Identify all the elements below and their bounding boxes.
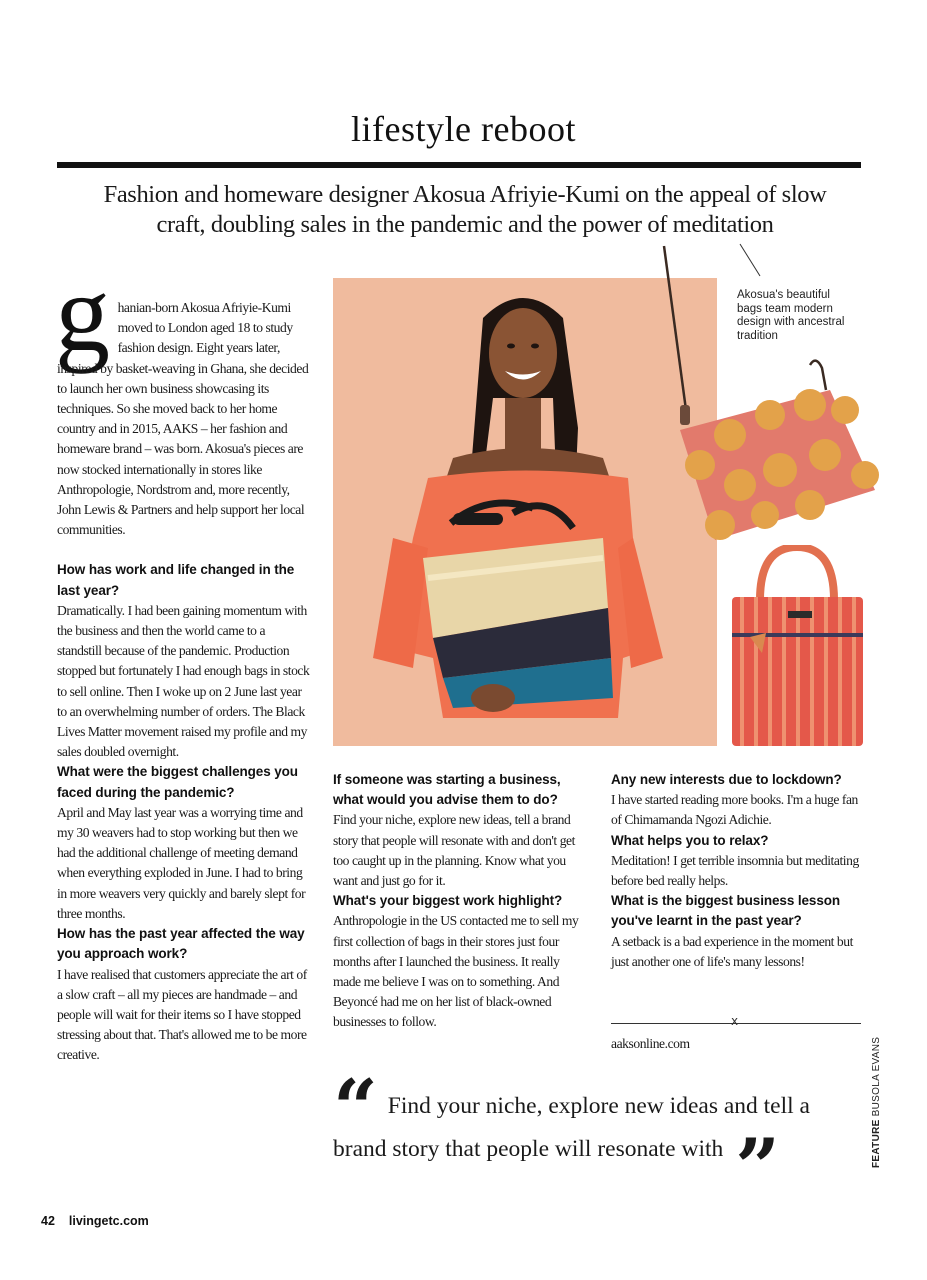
- question: What were the biggest challenges you faced during the pandemic?: [57, 764, 298, 800]
- photo-caption: Akosua's beautiful bags team modern design with ancestral tradition: [737, 289, 845, 342]
- qa-block: [611, 831, 863, 892]
- section-title: lifestyle reboot: [351, 109, 576, 149]
- qa-block: [611, 770, 863, 831]
- page-footer: [41, 1214, 149, 1228]
- website-link[interactable]: aaksonline.com: [611, 1036, 690, 1051]
- question: How has work and life changed in the last year?: [57, 562, 295, 598]
- close-quote-icon: ”: [735, 1122, 781, 1213]
- qa-block: [57, 560, 311, 762]
- answer: A setback is a bad experience in the moment but just another one of life's many lessons!: [611, 933, 853, 969]
- byline-credit: [871, 1037, 882, 1168]
- answer: Meditation! I get terrible insomnia but meditating before bed really helps.: [611, 852, 859, 889]
- credit-label: FEATURE: [871, 1119, 882, 1168]
- question: What helps you to relax?: [611, 832, 769, 848]
- question: What's your biggest work highlight?: [333, 893, 563, 909]
- standfirst: Fashion and homeware designer Akosua Afriyie-Kumi on the appeal of slow craft, doubling sales in the pandemic and the power of meditation: [103, 181, 827, 238]
- answer: Anthropologie in the US contacted me to sell my first collection of bags in their stores just four months after I launched the business. It really made me believe I was on to something. And Beyoncé had me on her list of black-owned businesses to follow.: [333, 913, 579, 1030]
- answer: I have started reading more books. I'm a huge fan of Chimamanda Ngozi Adichie.: [611, 792, 858, 828]
- credit-name: BUSOLA EVANS: [871, 1036, 882, 1117]
- answer: Dramatically. I had been gaining momentum with the business and then the world came to a standstill because of the pandemic. Production stopped but fortunately I had enough bags in stock to sell online. Then I woke up on 2 June last year to an overwhelming number of orders. The Black Lives Matter movement raised my profile and my sales doubled overnight.: [57, 602, 310, 760]
- question: If someone was starting a business, what would you advise them to do?: [333, 772, 561, 808]
- pull-quote: [333, 1063, 853, 1213]
- column-1: [55, 252, 311, 1066]
- answer: April and May last year was a worrying time and my 30 weavers had to stop working but then we had the additional challenge of meeting demand when everything exploded in June. I had to bring in more weavers very quickly and barely slept for three months.: [57, 804, 306, 921]
- site-name: livingetc.com: [68, 1214, 149, 1228]
- page-number: 42: [41, 1214, 55, 1228]
- intro-paragraph: [55, 252, 311, 540]
- qa-block: [57, 762, 311, 924]
- pull-quote-text: Find your niche, explore new ideas and tell a brand story that people will resonate with: [333, 1093, 810, 1162]
- open-quote-icon: “: [333, 1063, 378, 1154]
- pompom-bag-image: [660, 240, 890, 560]
- qa-block: [333, 891, 589, 1032]
- column-2: [333, 770, 589, 1033]
- answer: Find your niche, explore new ideas, tell a brand story that people will resonate with and don't get too caught up in the planning. Know what you want and just go for it.: [333, 812, 575, 889]
- qa-block: [611, 891, 863, 972]
- question: How has the past year affected the way you approach work?: [57, 926, 305, 962]
- column-3: [611, 770, 863, 972]
- question: Any new interests due to lockdown?: [611, 772, 842, 787]
- drop-cap: g: [55, 252, 110, 374]
- answer: I have realised that customers appreciate the art of a slow craft – all my pieces are handmade – and people will wait for their items so I have stopped stressing about that. That's allowed me to be more creative.: [57, 966, 307, 1063]
- question: What is the biggest business lesson you've learnt in the past year?: [611, 893, 841, 929]
- divider-mark: x: [731, 1014, 739, 1028]
- striped-bag-image: [730, 545, 865, 748]
- qa-block: [333, 770, 589, 891]
- intro-text: hanian-born Akosua Afriyie-Kumi moved to London aged 18 to study fashion design. Eight years later, inspired by basket-weaving in Ghana, she decided to launch her own business showcasing its techniques. So she moved back to her home country and in 2015, AAKS – her fashion and homeware brand – was born. Akosua's pieces are now stocked internationally in stores like Anthropologie, Nordstrom and, more recently, John Lewis & Partners and help support her local communities.: [57, 300, 309, 538]
- qa-block: [57, 924, 311, 1065]
- title-rule: [57, 162, 861, 168]
